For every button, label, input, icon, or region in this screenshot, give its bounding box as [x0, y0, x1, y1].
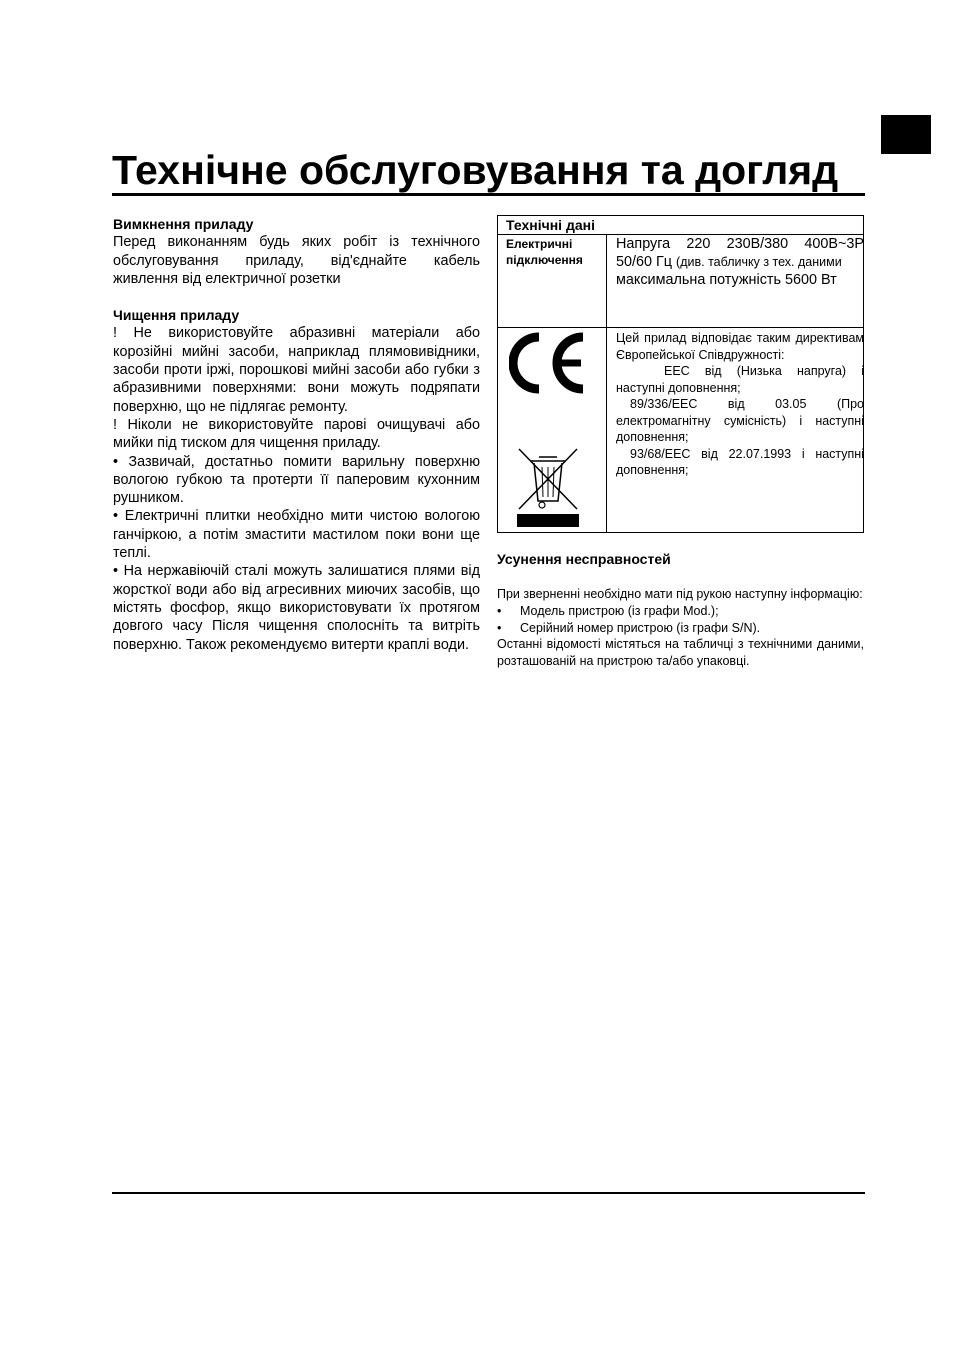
list-item: • Модель пристрою (із графи Mod.);: [497, 603, 719, 618]
directive-low-voltage: EEC від (Низька напруга) і наступні доповнення;: [616, 364, 864, 395]
troubleshooting-closing: Останні відомості містяться на табличці з технічними даними, розташованій на пристрою та/або упаковці.: [497, 637, 864, 669]
voltage-value: Напруга 220 230В/380 400В~3Р 50/60 Гц: [616, 236, 864, 270]
maintenance-column: [113, 215, 480, 654]
technical-data-table: [497, 215, 864, 533]
switch-off-heading: Вимкнення приладу: [113, 216, 254, 232]
electrical-label: Електричні підключення: [506, 237, 583, 267]
list-item: • Серійний номер пристрою (із графи S/N).: [497, 620, 761, 635]
electrical-row: [498, 234, 863, 328]
cleaning-paragraph-hotplates: • Електричні плитки необхідно мити чистою вологою ганчіркою, а потім змастити мастилом поки вони ще теплі.: [113, 508, 480, 562]
technical-data-heading: Технічні дані: [498, 216, 863, 235]
directives-row: [498, 328, 863, 532]
cleaning-heading: Чищення приладу: [113, 307, 240, 324]
directive-marking: 93/68/EEC від 22.07.1993 і наступні доповнення;: [616, 446, 864, 477]
cleaning-paragraph-sponge: • Зазвичай, достатньо помити варильну поверхню вологою губкою та протерти її паперовим кухонним рушником.: [113, 453, 480, 507]
serial-info-item: Серійний номер пристрою (із графи S/N).: [520, 620, 761, 635]
voltage-note: (див. табличку з тех. даними: [676, 255, 842, 269]
power-value: максимальна потужність 5600 Вт: [616, 272, 837, 288]
title-divider: [112, 193, 865, 196]
troubleshooting-heading: Усунення несправностей: [497, 551, 671, 567]
troubleshooting-intro: При зверненні необхідно мати під рукою наступну інформацію:: [497, 587, 863, 601]
crossed-out-bin-icon: [517, 447, 579, 527]
troubleshooting-section: [497, 550, 864, 670]
ce-mark-icon: [509, 331, 589, 395]
directive-emc: 89/336/EEC від 03.05 (Про електромагнітну сумісність) і наступні доповнення;: [616, 397, 864, 444]
language-tab-marker: [881, 115, 931, 154]
cleaning-paragraph-steam: ! Ніколи не використовуйте парові очищувачі або мийки під тиском для чищення приладу.: [113, 416, 480, 452]
switch-off-text: Перед виконанням будь яких робіт із технічного обслуговування приладу, від'єднайте кабель живлення від електричної розетки: [113, 234, 480, 287]
cleaning-paragraph-steel: • На нержавіючій сталі можуть залишатися плями від жорсткої води або від агресивних миючих засобів, що містять фосфор, якщо використовувати їх протягом довгого часу Після чищення сполосніть та витріть поверхню. Також рекомендуємо витерти краплі води.: [113, 563, 480, 653]
page-title: Технічне обслуговування та догляд: [112, 147, 839, 193]
model-info-item: Модель пристрою (із графи Mod.);: [520, 603, 719, 618]
footer-divider: [112, 1192, 865, 1194]
directive-intro: Цей прилад відповідає таким директивам Європейської Співдружності:: [616, 331, 864, 362]
cleaning-paragraph-abrasives: ! Не використовуйте абразивні матеріали або корозійні мийні засоби, наприклад плямовивідники, засоби проти іржі, порошкові мийні засоби або губки з абразивними поверхнями: вони можуть подряпати поверхню, що не підлягає ремонту.: [113, 325, 480, 415]
